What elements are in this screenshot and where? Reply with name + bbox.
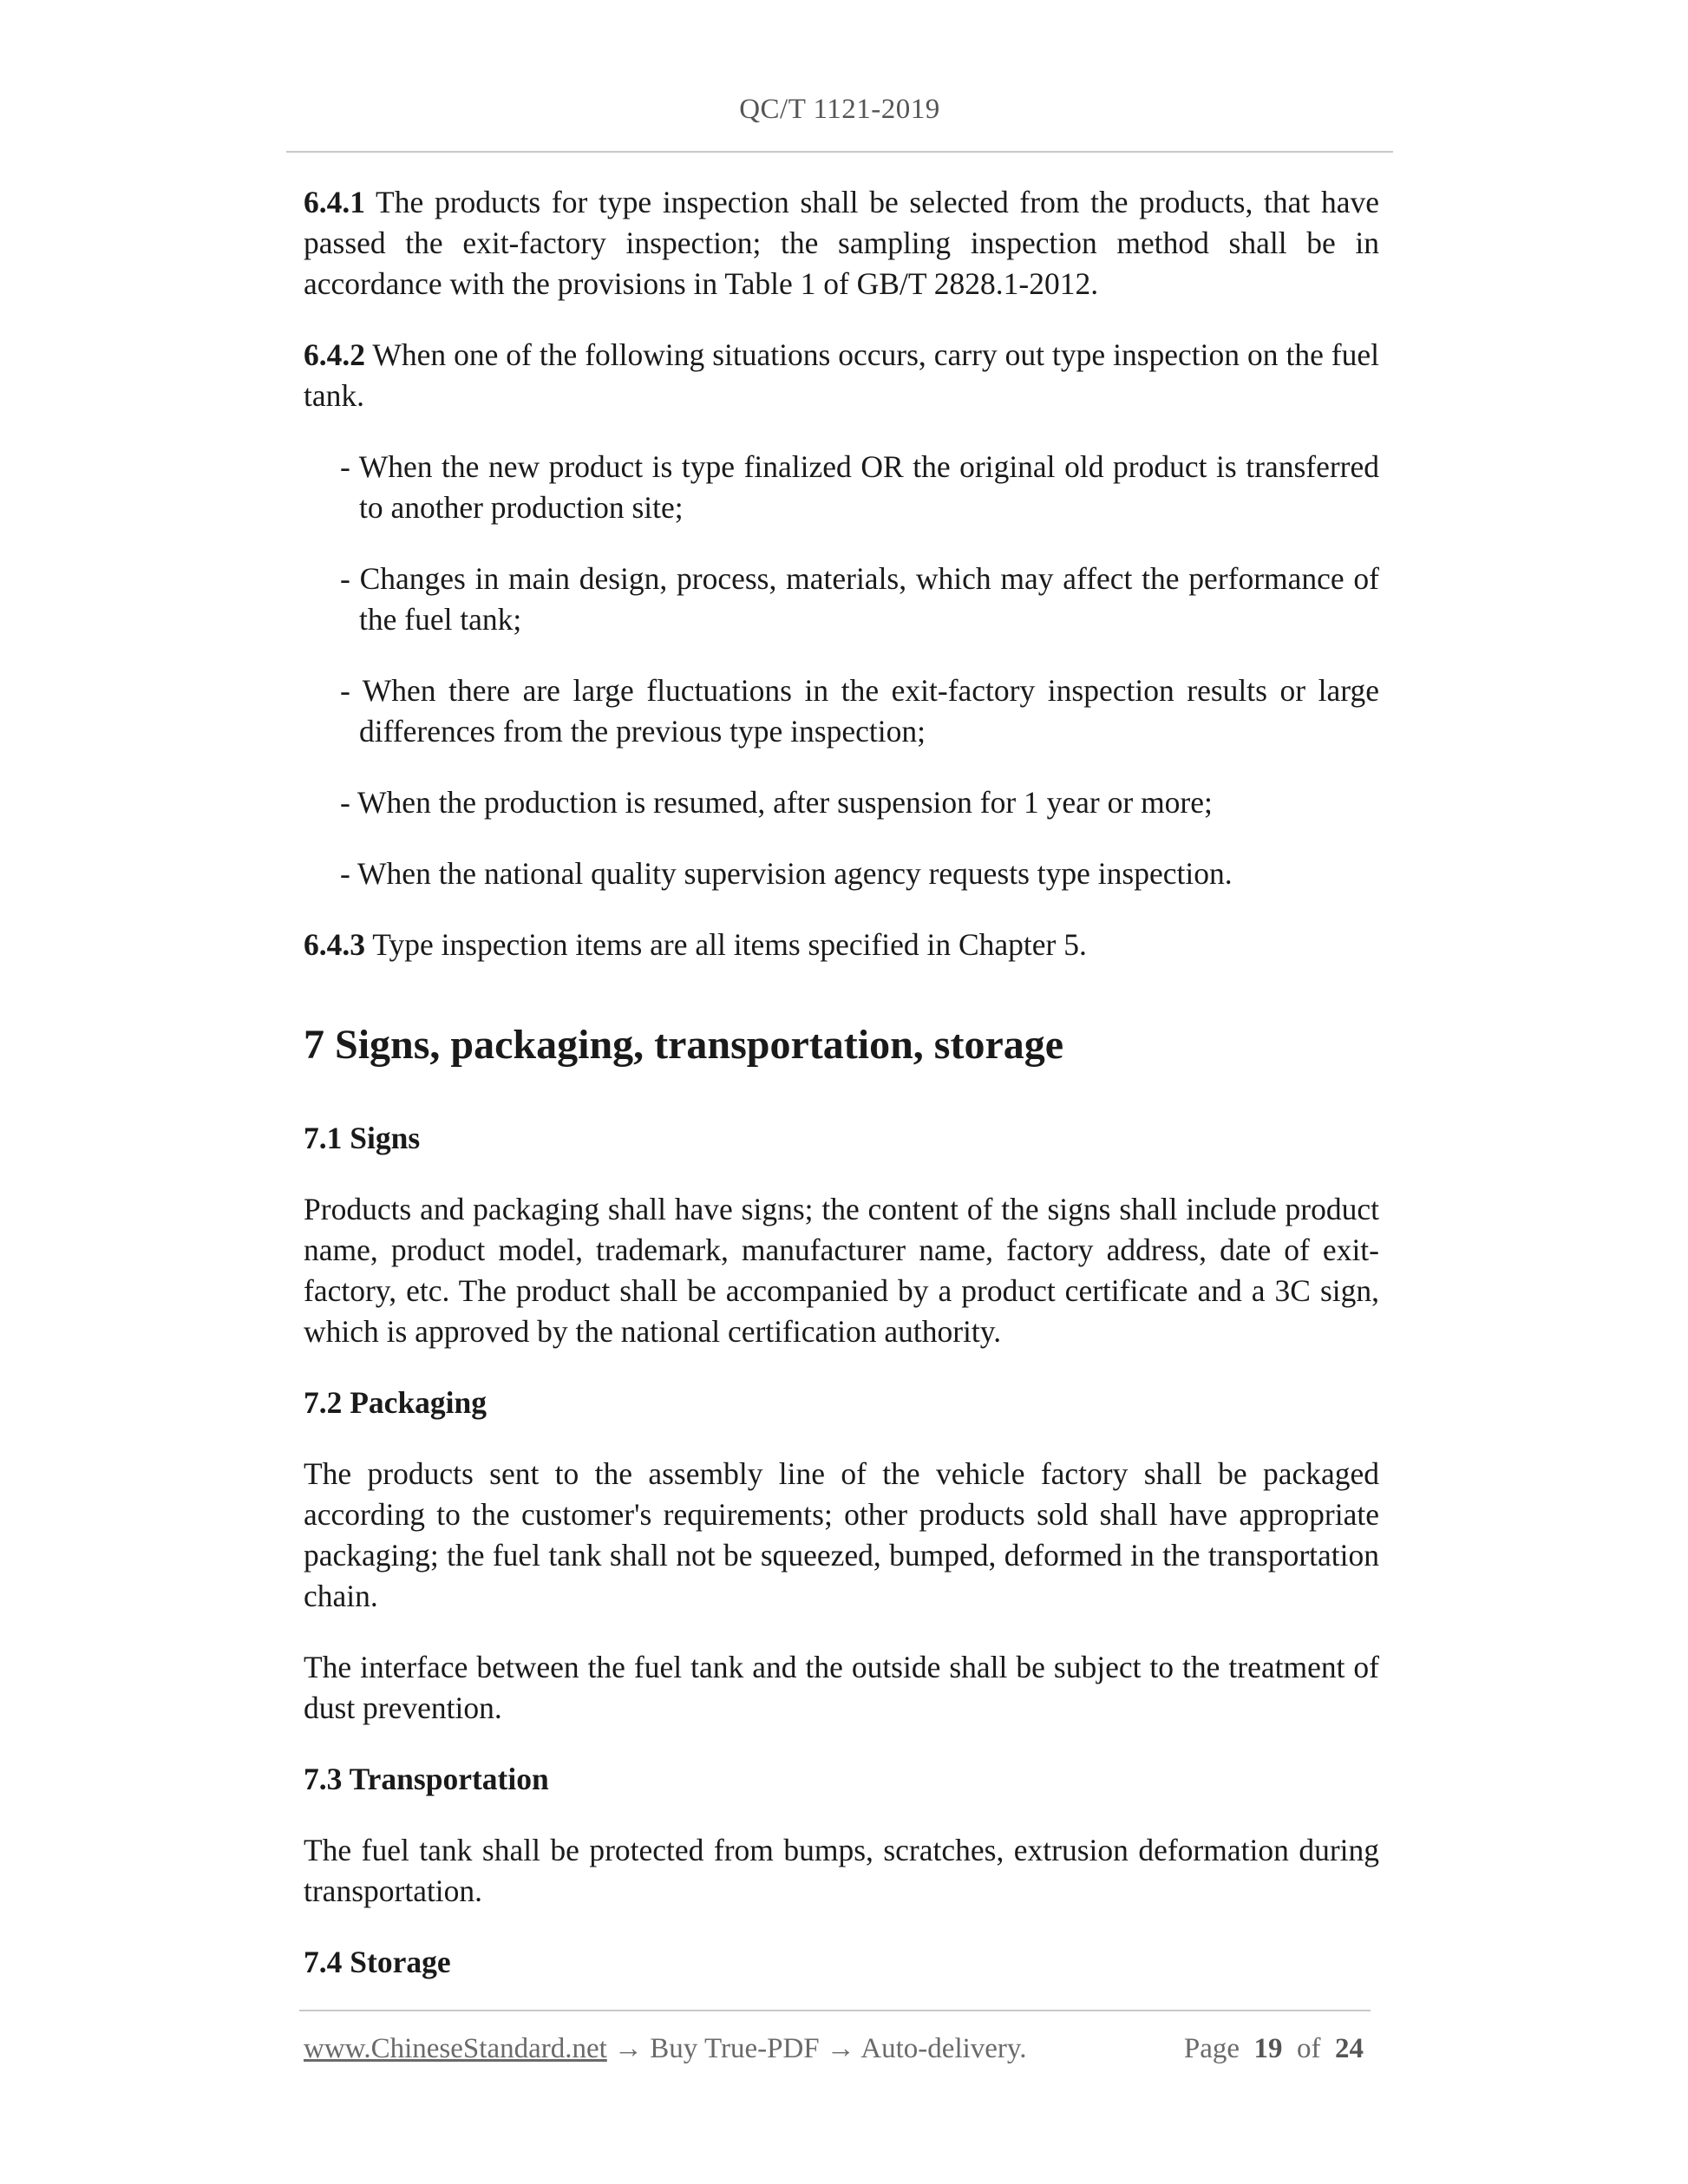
page-header: QC/T 1121-2019 xyxy=(739,94,940,125)
section-7-2-text-1: The products sent to the assembly line of the vehicle factory shall be packaged according to the customer's requirements; other products sold shall have appropriate packaging; the fuel tank shall not be squeezed, bumped, deformed in the transportation chain. xyxy=(304,1456,1379,1613)
clause-number: 6.4.2 xyxy=(304,337,365,372)
list-item: - When the new product is type finalized OR the original old product is transferred to another production site; xyxy=(340,449,1379,525)
site-link[interactable]: www.ChineseStandard.net xyxy=(304,2033,607,2064)
clause-text: Type inspection items are all items specified in Chapter 5. xyxy=(365,927,1087,962)
document-body xyxy=(304,182,1379,2013)
clause-text: The products for type inspection shall be selected from the products, that have passed the exit-factory inspection; the sampling inspection method shall be in accordance with the provisions in Table 1 of GB/T 2828.1-2012. xyxy=(304,185,1379,301)
page-total: 24 xyxy=(1335,2033,1364,2064)
clause-6-4-3 xyxy=(304,925,1379,965)
footer-divider xyxy=(299,2010,1371,2011)
list-item: - When the national quality supervision agency requests type inspection. xyxy=(340,856,1233,891)
page-label: Page xyxy=(1183,2033,1240,2064)
list-item: - Changes in main design, process, materials, which may affect the performance of the fuel tank; xyxy=(340,561,1379,637)
list-item: - When the production is resumed, after suspension for 1 year or more; xyxy=(340,785,1213,820)
situation-list xyxy=(304,447,1379,894)
footer-promo xyxy=(304,2030,1027,2068)
clause-6-4-1 xyxy=(304,182,1379,304)
page-indicator xyxy=(1184,2030,1364,2068)
header-divider xyxy=(286,151,1393,153)
section-7-3-text: The fuel tank shall be protected from bumps, scratches, extrusion deformation during transportation. xyxy=(304,1833,1379,1908)
clause-6-4-2 xyxy=(304,335,1379,416)
section-7-3-heading: 7.3 Transportation xyxy=(304,1762,549,1796)
section-7-2-heading: 7.2 Packaging xyxy=(304,1385,487,1420)
chapter-7-heading: 7 Signs, packaging, transportation, storage xyxy=(304,1022,1064,1068)
section-7-1-text: Products and packaging shall have signs; the content of the signs shall include product name, product model, trademark, manufacturer name, factory address, date of exit-factory, etc. The product shall be accompanied by a product certificate and a 3C sign, which is approved by the national certification authority. xyxy=(304,1192,1379,1349)
section-7-1-heading: 7.1 Signs xyxy=(304,1121,421,1155)
list-item: - When there are large fluctuations in the exit-factory inspection results or large differences from the previous type inspection; xyxy=(340,673,1379,749)
clause-number: 6.4.3 xyxy=(304,927,365,962)
clause-text: When one of the following situations occurs, carry out type inspection on the fuel tank. xyxy=(304,337,1379,413)
of-label: of xyxy=(1297,2033,1321,2064)
promo-text: → Buy True-PDF → Auto-delivery. xyxy=(606,2033,1027,2064)
section-7-4-heading: 7.4 Storage xyxy=(304,1945,451,1979)
page-current: 19 xyxy=(1253,2033,1283,2064)
clause-number: 6.4.1 xyxy=(304,185,365,219)
section-7-2-text-2: The interface between the fuel tank and the outside shall be subject to the treatment of dust prevention. xyxy=(304,1650,1379,1725)
